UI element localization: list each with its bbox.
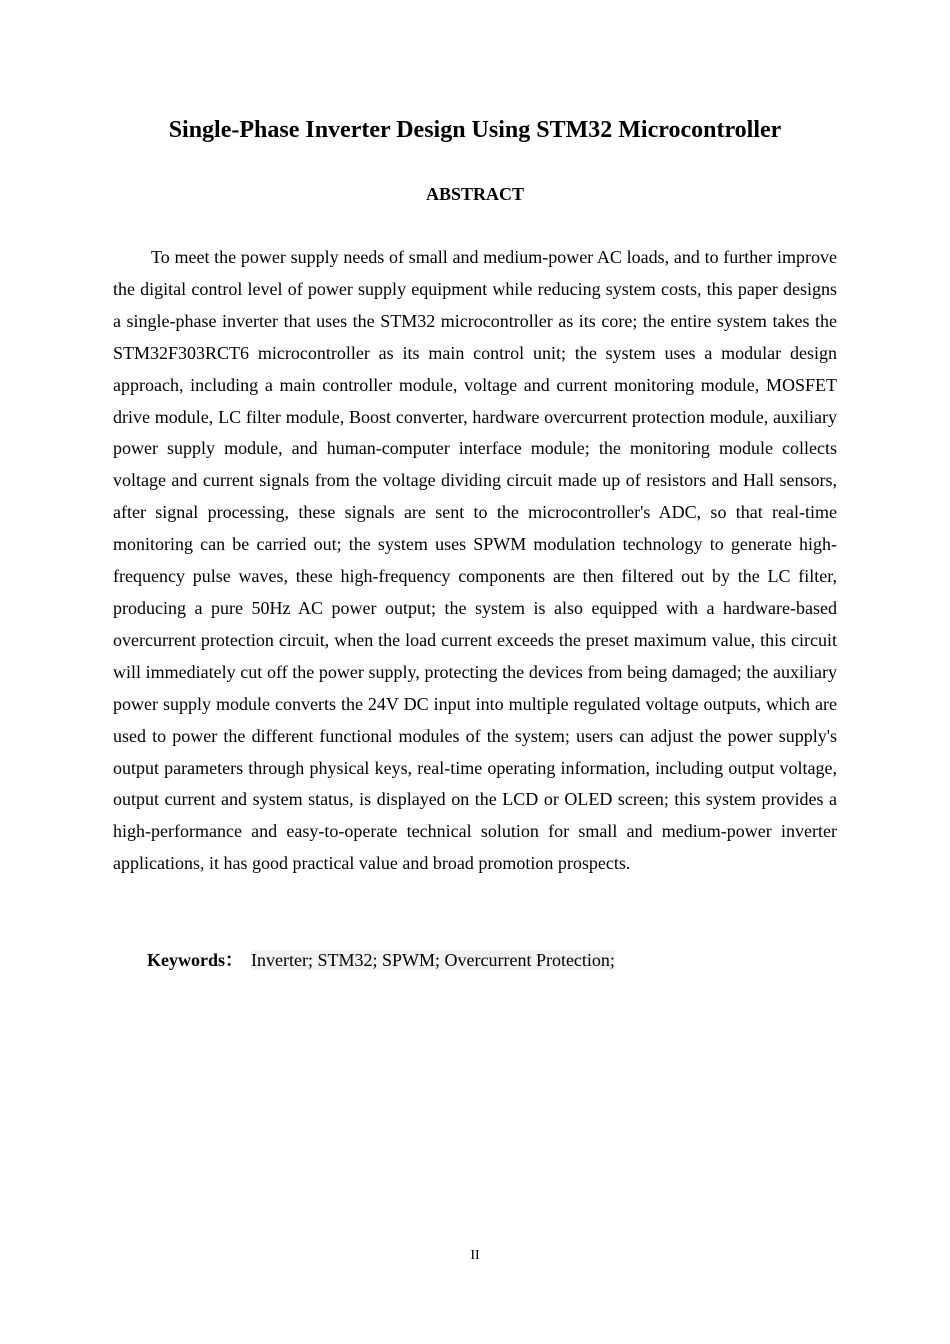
keywords-values: Inverter; STM32; SPWM; Overcurrent Protection; [251,950,615,970]
keywords-line [147,945,847,975]
abstract-heading: ABSTRACT [425,184,525,204]
keywords-label: Keywords [147,950,225,970]
keywords-colon: ： [225,950,243,970]
abstract-body: To meet the power supply needs of small and medium-power AC loads, and to further improve the digital control level of power supply equipment while reducing system costs, this paper designs a single-phase inverter that uses the STM32 microcontroller as its core; the entire system takes the STM32F303RCT6 microcontroller as its main control unit; the system uses a modular design approach, including a main controller module, voltage and current monitoring module, MOSFET drive module, LC filter module, Boost converter, hardware overcurrent protection module, auxiliary power supply module, and human-computer interface module; the monitoring module collects voltage and current signals from the voltage dividing circuit made up of resistors and Hall sensors, after signal processing, these signals are sent to the microcontroller's ADC, so that real-time monitoring can be carried out; the system uses SPWM modulation technology to generate high-frequency pulse waves, these high-frequency components are then filtered out by the LC filter, producing a pure 50Hz AC power output; the system is also equipped with a hardware-based overcurrent protection circuit, when the load current exceeds the preset maximum value, this circuit will immediately cut off the power supply, protecting the devices from being damaged; the auxiliary power supply module converts the 24V DC input into multiple regulated voltage outputs, which are used to power the different functional modules of the system; users can adjust the power supply's output parameters through physical keys, real-time operating information, including output voltage, output current and system status, is displayed on the LCD or OLED screen; this system provides a high-performance and easy-to-operate technical solution for small and medium-power inverter applications, it has good practical value and broad promotion prospects. [113,247,837,874]
document-title: Single-Phase Inverter Design Using STM32 Microcontroller [168,117,782,143]
page-number: II [470,1248,480,1263]
